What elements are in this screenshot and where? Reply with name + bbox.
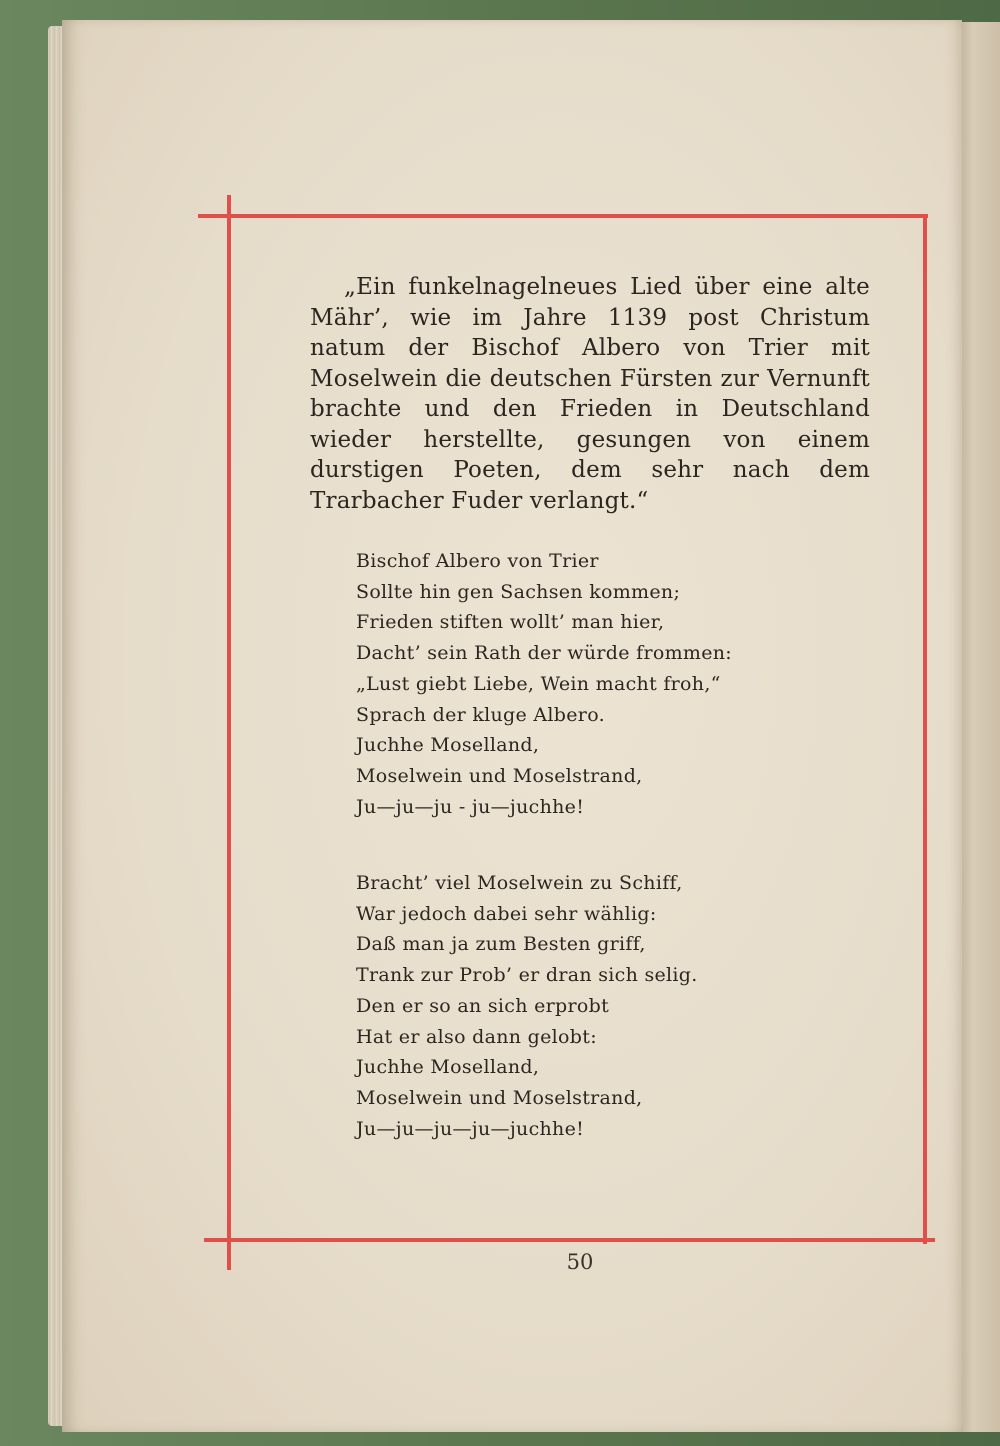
intro-line: Mähr’, wie im Jahre 1139 post Christum	[310, 304, 870, 331]
intro-line: brachte und den Frieden in Deutschland wieder	[310, 396, 870, 453]
verse-line: Dacht’ sein Rath der würde frommen:	[356, 642, 733, 665]
verse-line: Juchhe Moselland,	[356, 734, 540, 757]
stanza-2	[356, 868, 698, 1144]
verse-line: Bracht’ viel Moselwein zu Schiff,	[356, 872, 683, 894]
verse-line: Hat er also dann gelobt:	[356, 1025, 597, 1048]
intro-line: dem sehr nach dem Trarbacher Fuder verlangt.“	[310, 457, 870, 514]
frame-rule-left	[227, 195, 231, 1270]
verse-line: Daß man ja zum Besten griff,	[356, 933, 646, 956]
intro-paragraph	[310, 272, 870, 516]
verse-line: Sprach der kluge Albero.	[356, 703, 605, 726]
verse-line: Juchhe Moselland,	[356, 1056, 540, 1079]
intro-line: Moselwein die deutschen Fürsten zur Vernunft	[310, 365, 870, 392]
frame-rule-right	[923, 214, 927, 1244]
verse-line: Trank zur Prob’ er dran sich selig.	[356, 964, 698, 987]
intro-line: herstellte, gesungen von einem durstigen Poeten,	[310, 426, 870, 483]
verse-line: Moselwein und Moselstrand,	[356, 1086, 643, 1109]
verse-line: Moselwein und Moselstrand,	[356, 764, 643, 787]
verse-line: Sollte hin gen Sachsen kommen;	[356, 580, 681, 603]
verse-line: Frieden stiften wollt’ man hier,	[356, 611, 665, 634]
frame-rule-bottom	[204, 1238, 935, 1242]
page-number: 50	[566, 1250, 594, 1274]
verse-line: Bischof Albero von Trier	[356, 550, 599, 572]
intro-text-block	[310, 272, 870, 516]
verse-line: „Lust giebt Liebe, Wein macht froh,“	[356, 672, 721, 695]
intro-line: natum der Bischof Albero von Trier mit	[310, 335, 870, 361]
verse-line: Ju—ju—ju—ju—juchhe!	[356, 1117, 585, 1140]
frame-rule-top	[198, 214, 928, 218]
intro-line: „Ein funkelnagelneues Lied über eine alte	[344, 274, 870, 300]
stanza-1	[356, 546, 732, 822]
verse-line: War jedoch dabei sehr wählig:	[356, 902, 657, 925]
verse-line: Ju—ju—ju - ju—juchhe!	[356, 795, 585, 818]
verse-line: Den er so an sich erprobt	[356, 994, 610, 1017]
